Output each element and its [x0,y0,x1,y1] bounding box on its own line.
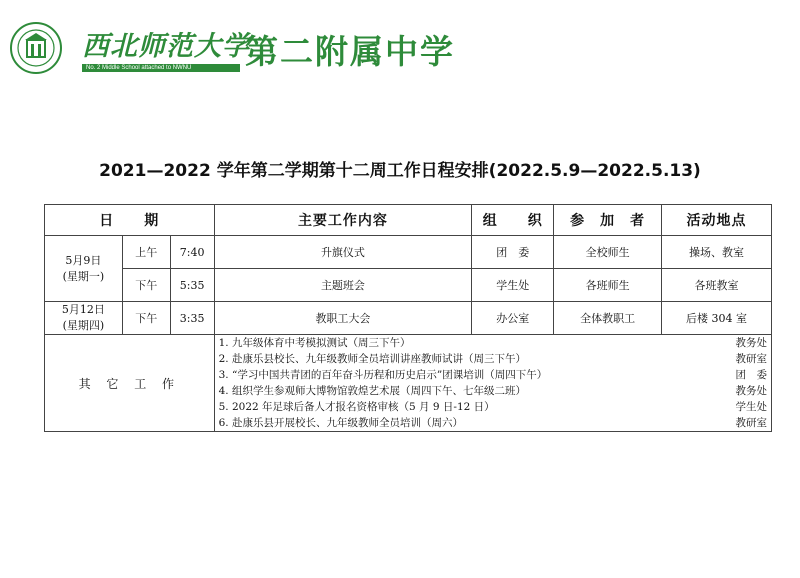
other-item-dept: 教研室 [735,417,767,429]
table-row [45,269,772,302]
weekday-text: (星期四) [62,319,105,332]
other-work-list [214,335,771,432]
content-cell: 主题班会 [214,269,472,302]
header-org: 组 织 [472,205,554,236]
other-item-text: 5. 2022 年足球后备人才报名资格审核（5 月 9 日-12 日） [218,401,495,413]
participants-cell: 全体教职工 [554,302,662,335]
other-item-dept: 教务处 [735,337,767,349]
period-cell: 下午 [122,269,170,302]
page-title: 2021—2022 学年第二学期第十二周工作日程安排(2022.5.9—2022.5.13) [99,161,701,181]
schedule-table [44,204,772,432]
university-english-name: No. 2 Middle School attached to NWNU [82,64,240,72]
other-item-dept: 教研室 [735,353,767,365]
content-cell: 升旗仪式 [214,236,472,269]
other-work-label: 其 它 工 作 [45,335,215,432]
time-cell: 7:40 [170,236,214,269]
list-item [215,367,771,383]
date-cell [45,236,123,302]
other-item-text: 6. 赴康乐县开展校长、九年级教师全员培训（周六） [218,417,463,429]
table-row [45,236,772,269]
university-name: 西北师范大学 [82,31,250,62]
other-work-row [45,335,772,432]
time-cell: 5:35 [170,269,214,302]
participants-cell: 全校师生 [554,236,662,269]
org-cell: 团 委 [472,236,554,269]
list-item [215,351,771,367]
other-item-text: 1. 九年级体育中考模拟测试（周三下午） [218,337,411,349]
other-item-dept: 学生处 [735,401,767,413]
weekday-text: (星期一) [62,269,105,283]
content-cell: 教职工大会 [214,302,472,335]
date-text: 5月9日 [65,253,102,267]
other-item-text: 4. 组织学生参观师大博物馆敦煌艺术展（周四下午、七年级二班） [218,385,526,397]
participants-cell: 各班师生 [554,269,662,302]
list-item [215,415,771,431]
gate-icon [12,24,60,72]
list-item [215,383,771,399]
period-cell: 下午 [122,302,170,335]
list-item [215,335,771,351]
location-cell: 各班教室 [662,269,772,302]
org-cell: 学生处 [472,269,554,302]
table-header-row [45,205,772,236]
header-date: 日 期 [45,205,215,236]
other-item-text: 2. 赴康乐县校长、九年级教师全员培训讲座教师试讲（周三下午） [218,353,526,365]
school-seal-logo [10,22,62,74]
list-item [215,399,771,415]
other-item-text: 3. “学习中国共青团的百年奋斗历程和历史启示”团课培训（周四下午） [218,369,548,381]
school-header [10,20,510,80]
header-participants: 参 加 者 [554,205,662,236]
header-location: 活动地点 [662,205,772,236]
date-text: 5月12日 [61,303,105,316]
location-cell: 后楼 304 室 [662,302,772,335]
date-cell [45,302,123,335]
location-cell: 操场、教室 [662,236,772,269]
time-cell: 3:35 [170,302,214,335]
other-item-dept: 团 委 [735,369,767,381]
other-item-dept: 教务处 [735,385,767,397]
period-cell: 上午 [122,236,170,269]
org-cell: 办公室 [472,302,554,335]
table-row [45,302,772,335]
school-name: 第二附属中学 [245,32,455,71]
header-content: 主要工作内容 [214,205,472,236]
